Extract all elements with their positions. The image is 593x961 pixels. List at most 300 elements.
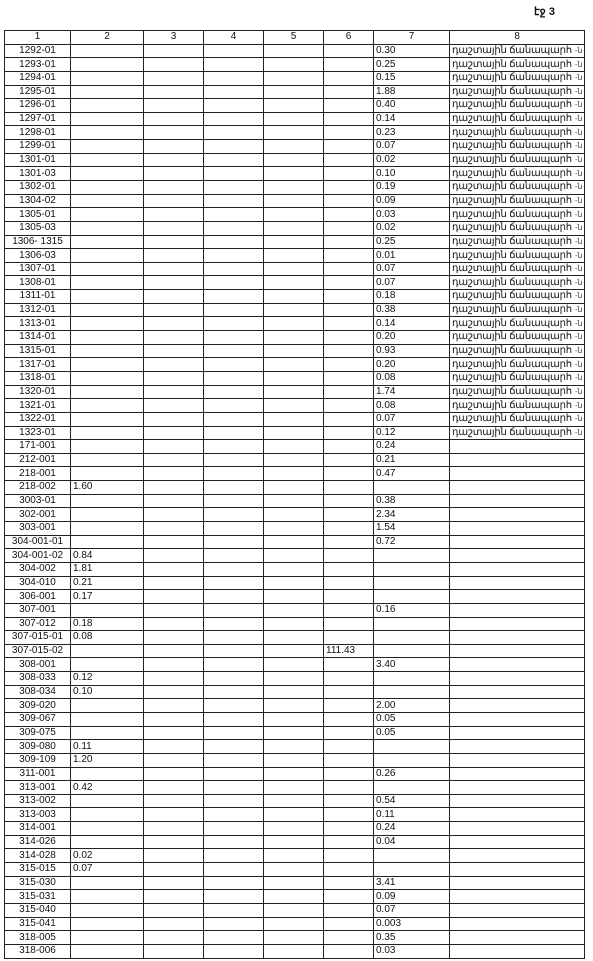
col4-cell [204,685,264,699]
plot-code-cell: 1301-01 [5,153,71,167]
col6-cell [324,794,374,808]
col2-cell [71,822,144,836]
land-use-label: դաշտային ճանապարհ [452,126,572,138]
col3-cell [144,781,204,795]
land-use-label: դաշտային ճանապարհ [452,276,572,288]
table-row [5,644,585,658]
land-use-label: դաշտային ճանապարհ [452,358,572,370]
plot-code-cell: 1308-01 [5,276,71,290]
col6-cell [324,440,374,454]
col5-cell [264,85,324,99]
col4-cell [204,876,264,890]
col4-cell [204,399,264,413]
col8-cell [450,658,585,672]
plot-code-cell: 304-001-01 [5,535,71,549]
col5-cell [264,562,324,576]
table-row [5,590,585,604]
edge-mark: -ն [574,400,583,410]
col3-cell [144,153,204,167]
col7-cell [374,481,450,495]
plot-code-cell: 315-030 [5,876,71,890]
table-row [5,522,585,536]
col5-cell [264,903,324,917]
col5-cell [264,617,324,631]
col5-cell [264,822,324,836]
col3-cell [144,494,204,508]
plot-code-cell: 314-026 [5,835,71,849]
plot-code-cell: 1306- 1315 [5,235,71,249]
plot-code-cell: 218-001 [5,467,71,481]
col4-cell [204,535,264,549]
col6-cell [324,344,374,358]
col6-cell [324,276,374,290]
col8-cell [450,181,585,195]
col3-cell [144,576,204,590]
col3-cell [144,399,204,413]
col4-cell [204,726,264,740]
col7-cell: 0.18 [374,290,450,304]
col4-cell [204,849,264,863]
plot-code-cell: 1314-01 [5,331,71,345]
col3-cell [144,249,204,263]
col8-cell [450,644,585,658]
plot-code-cell: 1293-01 [5,58,71,72]
plot-code-cell: 218-002 [5,481,71,495]
col3-cell [144,426,204,440]
col5-cell [264,221,324,235]
col7-cell: 0.54 [374,794,450,808]
col6-cell [324,494,374,508]
col7-cell [374,590,450,604]
col8-cell [450,99,585,113]
col8-cell [450,221,585,235]
col2-cell: 0.21 [71,576,144,590]
col5-cell [264,576,324,590]
col8-cell [450,753,585,767]
land-use-label: դաշտային ճանապարհ [452,194,572,206]
col2-cell [71,494,144,508]
col6-cell [324,44,374,58]
edge-mark: -ն [574,291,583,301]
land-use-label: դաշտային ճանապարհ [452,235,572,247]
col3-cell [144,181,204,195]
plot-code-cell: 313-003 [5,808,71,822]
col2-cell [71,221,144,235]
col8-cell [450,44,585,58]
table-row [5,658,585,672]
col2-cell: 0.07 [71,863,144,877]
col8-cell [450,153,585,167]
table-row [5,290,585,304]
col7-cell [374,863,450,877]
col8-cell [450,344,585,358]
col6-cell [324,71,374,85]
table-row [5,835,585,849]
col7-cell: 0.05 [374,712,450,726]
col6-cell [324,699,374,713]
col6-cell [324,535,374,549]
col5-cell [264,71,324,85]
col3-cell [144,522,204,536]
col8-cell [450,808,585,822]
col6-cell [324,549,374,563]
col4-cell [204,467,264,481]
col4-cell [204,453,264,467]
col7-cell [374,549,450,563]
col3-cell [144,903,204,917]
col3-cell [144,631,204,645]
col3-cell [144,535,204,549]
plot-code-cell: 311-001 [5,767,71,781]
col7-cell: 2.34 [374,508,450,522]
col6-cell [324,358,374,372]
col8-cell [450,440,585,454]
col4-cell [204,944,264,958]
col4-cell [204,549,264,563]
col5-cell [264,181,324,195]
col2-cell [71,99,144,113]
col8-cell [450,112,585,126]
col2-cell: 1.20 [71,753,144,767]
table-row [5,508,585,522]
col4-cell [204,699,264,713]
edge-mark: -ն [574,264,583,274]
plot-code-cell: 314-028 [5,849,71,863]
col4-cell [204,303,264,317]
plot-code-cell: 302-001 [5,508,71,522]
col5-cell [264,167,324,181]
col6-cell [324,99,374,113]
col7-cell [374,753,450,767]
col3-cell [144,685,204,699]
col6-cell [324,876,374,890]
col2-cell [71,276,144,290]
col5-cell [264,358,324,372]
col7-cell: 0.05 [374,726,450,740]
plot-code-cell: 309-075 [5,726,71,740]
col6-cell [324,685,374,699]
col4-cell [204,126,264,140]
col8-cell [450,426,585,440]
col7-cell: 0.08 [374,399,450,413]
col8-cell [450,562,585,576]
col5-cell [264,685,324,699]
plot-code-cell: 313-002 [5,794,71,808]
col3-cell [144,453,204,467]
col8-cell [450,781,585,795]
col2-cell [71,140,144,154]
col3-cell [144,917,204,931]
land-use-label: դաշտային ճանապարհ [452,331,572,343]
col2-cell [71,249,144,263]
plot-code-cell: 315-040 [5,903,71,917]
col6-cell [324,753,374,767]
col6-cell [324,522,374,536]
table-row [5,562,585,576]
col6-cell [324,590,374,604]
land-use-label: դաշտային ճանապարհ [452,85,572,97]
col3-cell [144,235,204,249]
col4-cell [204,385,264,399]
col7-cell: 0.07 [374,276,450,290]
col4-cell [204,140,264,154]
land-use-label: դաշտային ճանապարհ [452,181,572,193]
plot-code-cell: 309-020 [5,699,71,713]
plot-code-cell: 1292-01 [5,44,71,58]
col8-cell [450,467,585,481]
table-row [5,235,585,249]
col4-cell [204,194,264,208]
plot-code-cell: 1305-03 [5,221,71,235]
table-row [5,794,585,808]
col6-cell [324,249,374,263]
column-header: 6 [324,31,374,45]
col4-cell [204,808,264,822]
table-row [5,85,585,99]
col6-cell [324,194,374,208]
col5-cell [264,931,324,945]
col7-cell [374,617,450,631]
col8-cell [450,317,585,331]
col4-cell [204,235,264,249]
col4-cell [204,317,264,331]
col5-cell [264,58,324,72]
col7-cell: 0.02 [374,221,450,235]
land-use-label: դաշտային ճանապարհ [452,426,572,438]
table-row [5,576,585,590]
col8-cell [450,631,585,645]
col6-cell [324,944,374,958]
col4-cell [204,603,264,617]
col2-cell [71,344,144,358]
col5-cell [264,194,324,208]
col7-cell: 0.09 [374,890,450,904]
plot-code-cell: 1322-01 [5,412,71,426]
col4-cell [204,672,264,686]
col7-cell: 0.07 [374,140,450,154]
edge-mark: -ն [574,386,583,396]
col4-cell [204,290,264,304]
col2-cell: 0.12 [71,672,144,686]
col5-cell [264,290,324,304]
col6-cell [324,112,374,126]
col3-cell [144,71,204,85]
col7-cell [374,576,450,590]
table-row [5,112,585,126]
plot-code-cell: 307-015-01 [5,631,71,645]
col7-cell: 1.54 [374,522,450,536]
plot-code-cell: 315-015 [5,863,71,877]
col5-cell [264,440,324,454]
col5-cell [264,712,324,726]
col4-cell [204,58,264,72]
col4-cell [204,249,264,263]
col2-cell [71,835,144,849]
col4-cell [204,794,264,808]
plot-code-cell: 212-001 [5,453,71,467]
col3-cell [144,931,204,945]
col5-cell [264,535,324,549]
col5-cell [264,494,324,508]
col7-cell: 3.41 [374,876,450,890]
col2-cell [71,522,144,536]
plot-code-cell: 307-012 [5,617,71,631]
col5-cell [264,876,324,890]
col3-cell [144,712,204,726]
col4-cell [204,371,264,385]
col7-cell: 0.38 [374,303,450,317]
col3-cell [144,140,204,154]
col8-cell [450,685,585,699]
col2-cell [71,85,144,99]
column-header: 4 [204,31,264,45]
col2-cell [71,644,144,658]
plot-code-cell: 1298-01 [5,126,71,140]
plot-code-cell: 309-067 [5,712,71,726]
table-row [5,481,585,495]
col5-cell [264,522,324,536]
col6-cell [324,235,374,249]
land-use-label: դաշտային ճանապարհ [452,44,572,56]
col2-cell [71,467,144,481]
col6-cell [324,576,374,590]
plot-code-cell: 315-041 [5,917,71,931]
table-row [5,672,585,686]
land-use-label: դաշտային ճանապարհ [452,304,572,316]
col2-cell [71,262,144,276]
land-use-label: դաշտային ճանապարհ [452,345,572,356]
col5-cell [264,890,324,904]
table-row [5,535,585,549]
col2-cell [71,603,144,617]
col4-cell [204,835,264,849]
land-use-label: դաշտային ճանապարհ [452,385,572,397]
col7-cell: 0.35 [374,931,450,945]
col8-cell [450,194,585,208]
col8-cell [450,822,585,836]
col7-cell: 0.09 [374,194,450,208]
col7-cell: 0.20 [374,358,450,372]
table-row [5,153,585,167]
col7-cell [374,631,450,645]
table-row [5,917,585,931]
col7-cell: 0.02 [374,153,450,167]
col3-cell [144,85,204,99]
col3-cell [144,167,204,181]
column-header: 1 [5,31,71,45]
col8-cell [450,672,585,686]
col3-cell [144,208,204,222]
col5-cell [264,808,324,822]
col8-cell [450,740,585,754]
col6-cell [324,181,374,195]
edge-mark: -ն [574,195,583,205]
col8-cell [450,126,585,140]
col3-cell [144,753,204,767]
col8-cell [450,481,585,495]
table-row [5,822,585,836]
col2-cell: 0.42 [71,781,144,795]
plot-code-cell: 1301-03 [5,167,71,181]
col3-cell [144,290,204,304]
col2-cell [71,181,144,195]
plot-code-cell: 303-001 [5,522,71,536]
col6-cell [324,140,374,154]
col2-cell [71,290,144,304]
col4-cell [204,344,264,358]
col6-cell [324,562,374,576]
col6-cell [324,712,374,726]
col3-cell [144,99,204,113]
col4-cell [204,890,264,904]
table-body [5,44,585,958]
col3-cell [144,112,204,126]
col8-cell [450,208,585,222]
col6-cell [324,58,374,72]
col2-cell [71,658,144,672]
col6-cell [324,412,374,426]
land-use-label: դաշտային ճանապարհ [452,99,572,111]
table-row [5,781,585,795]
col3-cell [144,808,204,822]
table-row [5,712,585,726]
col6-cell [324,658,374,672]
col2-cell: 0.84 [71,549,144,563]
col3-cell [144,562,204,576]
col6-cell [324,303,374,317]
land-use-label: դաշտային ճանապարհ [452,140,572,152]
table-row [5,617,585,631]
table-row [5,167,585,181]
col5-cell [264,344,324,358]
col2-cell [71,903,144,917]
col4-cell [204,631,264,645]
col4-cell [204,262,264,276]
plot-code-cell: 1294-01 [5,71,71,85]
col5-cell [264,303,324,317]
col5-cell [264,631,324,645]
col5-cell [264,371,324,385]
col8-cell [450,835,585,849]
col3-cell [144,358,204,372]
table-row [5,44,585,58]
col8-cell [450,590,585,604]
col2-cell [71,126,144,140]
col8-cell [450,412,585,426]
edge-mark: -ն [574,223,583,233]
col8-cell [450,508,585,522]
col3-cell [144,740,204,754]
land-use-label: դաշտային ճանապարհ [452,317,572,329]
col2-cell [71,794,144,808]
plot-code-cell: 1295-01 [5,85,71,99]
edge-mark: -ն [574,277,583,287]
land-use-label: դաշտային ճանապարհ [452,167,572,179]
col2-cell [71,194,144,208]
table-row [5,126,585,140]
col2-cell [71,426,144,440]
col3-cell [144,890,204,904]
col5-cell [264,863,324,877]
col5-cell [264,249,324,263]
col7-cell: 0.14 [374,317,450,331]
col8-cell [450,617,585,631]
table-row [5,221,585,235]
land-use-label: դաշտային ճանապարհ [452,72,572,84]
col5-cell [264,99,324,113]
col7-cell: 0.26 [374,767,450,781]
col6-cell [324,822,374,836]
